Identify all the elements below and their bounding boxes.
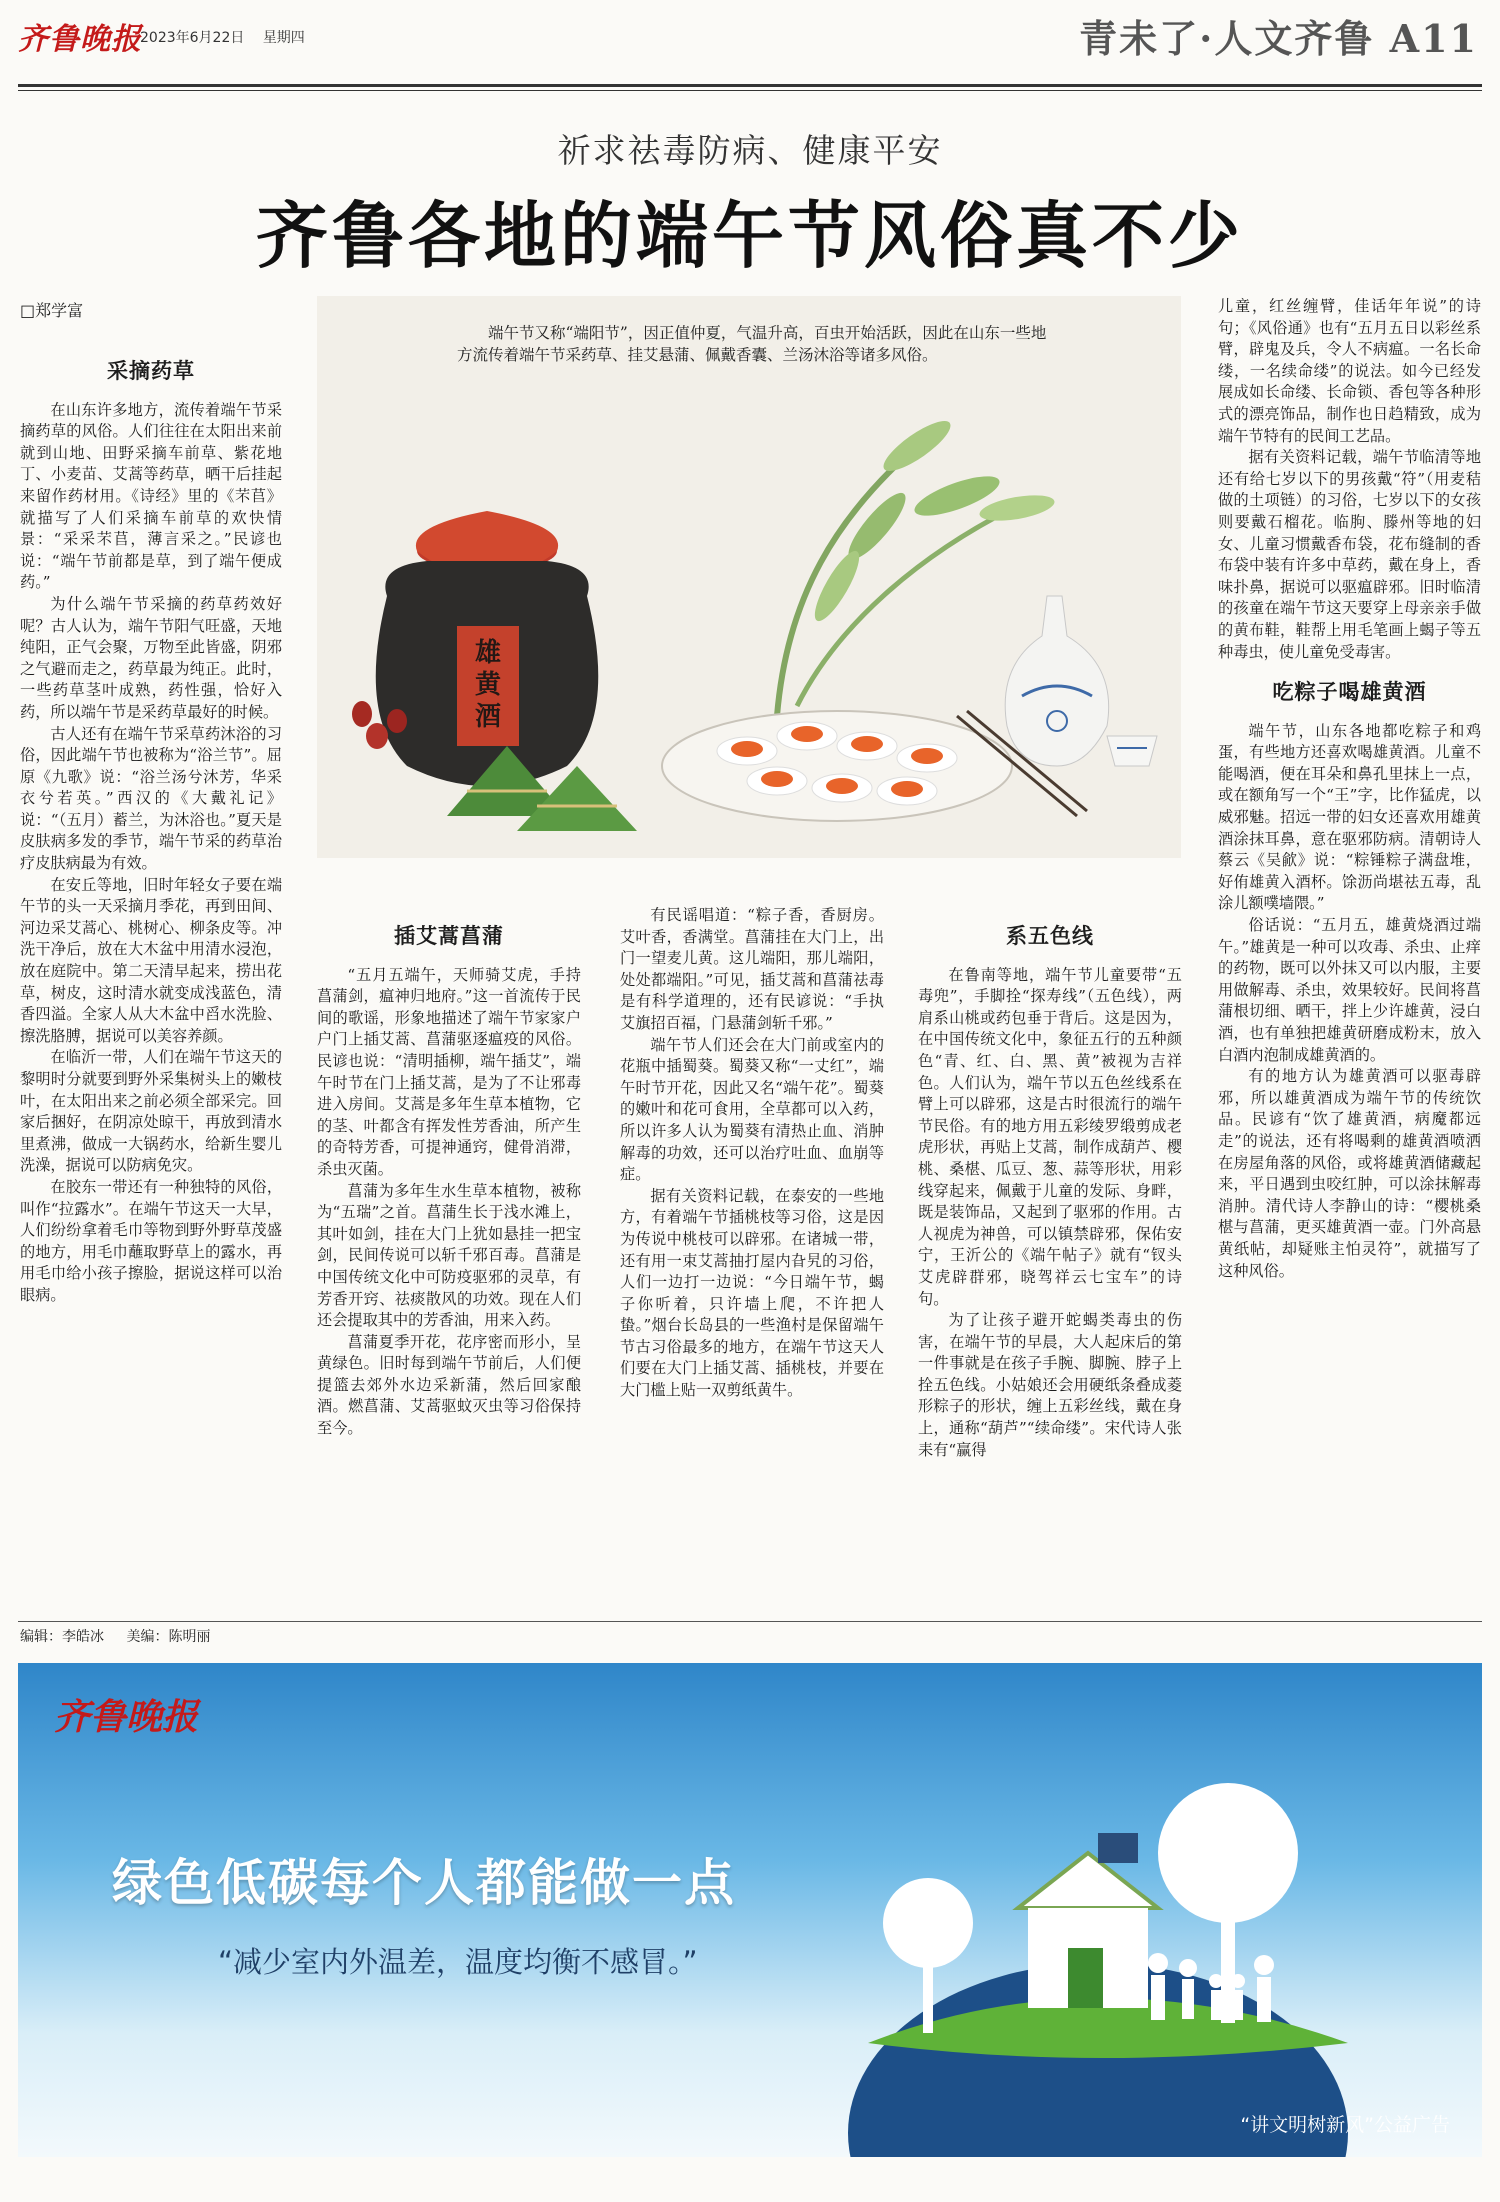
paragraph: 在安丘等地，旧时年轻女子要在端午节的头一天采摘月季花，再到田间、河边采艾蒿心、桃树心、柳条皮等。冲洗干净后，放在大木盆中用清水浸泡，放在庭院中。第二天清早起来，捞出花草，树皮，这时清水就变成浅蓝色，清香四溢。全家人从大木盆中舀水洗脸、擦洗胳膊，据说可以美容养颜。: [20, 875, 282, 1045]
paragraph: 端午节，山东各地都吃粽子和鸡蛋，有些地方还喜欢喝雄黄酒。儿童不能喝酒，便在耳朵和鼻孔里抹上一点，或在额角写一个“王”字，比作猛虎，以威邪魅。招远一带的妇女还喜欢用雄黄酒涂抹耳鼻，意在驱邪防病。清朝诗人蔡云《吴歈》说：“粽锤粽子满盘堆，好侑雄黄入酒杯。馀沥尚堪祛五毒，乱涂儿额噗墙隈。”: [1218, 721, 1481, 913]
newspaper-logo: 齐鲁晚报: [18, 22, 142, 57]
article-headline: 齐鲁各地的端午节风俗真不少: [255, 193, 1244, 278]
wine-jar-icon: [376, 511, 599, 786]
paragraph: 在山东许多地方，流传着端午节采摘药草的风俗。人们往往在太阳出来前就到山地、田野采摘车前草、紫花地丁、小麦苗、艾蒿等药草，晒干后挂起来留作药材用。《诗经》里的《芣苢》就描写了人们采摘车前草的欢快情景：“采采芣苢，薄言采之。”民谚也说：“端午节前都是草，到了端午便成药。”: [20, 400, 282, 592]
paragraph: 俗话说：“五月五，雄黄烧酒过端午。”雄黄是一种可以攻毒、杀虫、止痒的药物，既可以外抹又可以内服，主要用做解毒、杀虫，效果较好。民间将菖蒲根切细、晒干，拌上少许雄黄，浸白酒，也有单独把雄黄研磨成粉末，放入白酒内泡制成雄黄酒的。: [1218, 916, 1481, 1064]
section-heading-threads: 系五色线: [1006, 923, 1094, 948]
svg-text:黄: 黄: [474, 670, 502, 700]
issue-weekday: 星期四: [262, 30, 305, 46]
paragraph: 菖蒲为多年生水生草本植物，被称为“五瑞”之首。菖蒲生长于浅水滩上，其叶如剑，挂在大门上犹如悬挂一把宝剑，民间传说可以斩千邪百毒。菖蒲是中国传统文化中可防疫驱邪的灵草，有芳香开窍、祛痰散风的功效。现在人们还会提取其中的芳香油，用来入药。: [317, 1181, 581, 1330]
editor-name: 编辑：李皓冰: [20, 1629, 104, 1645]
ad-tagline: “讲文明树新风”公益广告: [1240, 2114, 1450, 2136]
paragraph: 为什么端午节采摘的药草药效好呢？古人认为，端午节阳气旺盛，天地纯阳，正气会聚，万物至此皆盛，阴邪之气避而走之，药草最为纯正。此时，一些药草茎叶成熟，药性强，恰好入药，所以端午节是采药草最好的时候。: [20, 594, 282, 721]
column-2: [317, 925, 581, 1440]
paragraph: “五月五端午，天师骑艾虎，手持菖蒲剑，瘟神归地府。”这一首流传于民间的歌谣，形象地描述了端午节家家户户门上插艾蒿、菖蒲驱逐瘟疫的风俗。民谚也说：“清明插柳，端午插艾”，端午时节在门上插艾蒿，是为了不让邪毒进入房间。艾蒿是多年生草本植物，它的茎、叶都含有挥发性芳香油，所产生的奇特芳香，可提神通窍，健骨消滞，杀虫灭菌。: [317, 965, 581, 1178]
section-name: [1079, 8, 1478, 63]
editor-credits: [20, 1626, 228, 1646]
paragraph: 有的地方认为雄黄酒可以驱毒辟邪，所以雄黄酒成为端午节的传统饮品。民谚有“饮了雄黄酒，病魔都远走”的说法，还有将喝剩的雄黄酒喷洒在房屋角落的风俗，或将雄黄酒储藏起来，平日遇到虫咬红肿，可以涂抹解毒消肿。清代诗人李静山的诗：“樱桃桑椹与菖蒲，更买雄黄酒一壶。门外高悬黄纸帖，却疑账主怕灵符”，就描写了这种风俗。: [1218, 1067, 1481, 1280]
column-5: [1218, 296, 1481, 1282]
issue-date: 2023年6月22日: [140, 30, 245, 46]
paragraph: 有民谣唱道：“粽子香，香厨房。艾叶香，香满堂。菖蒲挂在大门上，出门一望麦儿黄。这儿端阳，那儿端阳，处处都端阳。”可见，插艾蒿和菖蒲祛毒是有科学道理的，还有民谚说：“手执艾旗招百福，门悬蒲剑斩千邪。”: [620, 906, 884, 1032]
column-4: [918, 925, 1182, 1461]
section-heading-zongzi: 吃粽子喝雄黄酒: [1272, 679, 1427, 705]
paragraph: 古人还有在端午节采草药沐浴的习俗，因此端午节也被称为“浴兰节”。屈原《九歌》说：“浴兰汤兮沐芳，华采衣兮若英。”西汉的《大戴礼记》说：“（五月）蓄兰，为沐浴也。”夏天是皮肤病多发的季节，端午节采的药草治疗皮肤病最为有效。: [20, 724, 282, 873]
house-icon: [1018, 1833, 1158, 2008]
ad-title: 绿色低碳每个人都能做一点: [112, 1854, 736, 1912]
dateline: [140, 27, 319, 47]
paragraph: 据有关资料记载，端午节临清等地还有给七岁以下的男孩戴“符”（用麦秸做的土项链）的习俗，七岁以下的女孩则要戴石榴花。临朐、滕州等地的妇女、儿童习惯戴香布袋，花布缝制的香布袋中装有许多中草药，戴在身上，香味扑鼻，据说可以驱瘟辟邪。旧时临清的孩童在端午节这天要穿上母亲亲手做的黄布鞋，鞋帮上用毛笔画上蝎子等五种毒虫，使儿童免受毒害。: [1218, 448, 1481, 661]
paragraph: 菖蒲夏季开花，花序密而形小，呈黄绿色。旧时每到端午节前后，人们便提篮去郊外水边采新蒲，然后回家酿酒。燃菖蒲、艾蒿驱蚊灭虫等习俗保持至今。: [317, 1332, 581, 1438]
still-life-drawing: [317, 296, 1181, 858]
section-heading-herbs: 采摘药草: [107, 358, 195, 383]
article-subhead: 祈求祛毒防病、健康平安: [557, 131, 943, 170]
paragraph: 儿童，红丝缠臂，佳话年年说”的诗句；《风俗通》也有“五月五日以彩丝系臂，辟鬼及兵，令人不病瘟。一名长命缕，一名续命缕”的说法。如今已经发展成如长命缕、长命锁、香包等各种形式的漂亮饰品，制作也日趋精致，成为端午节特有的民间工艺品。: [1218, 297, 1481, 445]
article-byline: □郑学富: [20, 301, 84, 320]
intro-text: 端午节又称“端阳节”，因正值仲夏，气温升高，百虫开始活跃，因此在山东一些地方流传着端午节采药草、挂艾悬蒲、佩戴香囊、兰汤沐浴等诸多风俗。: [457, 324, 1047, 364]
section-heading-mugwort: 插艾蒿菖蒲: [394, 923, 504, 948]
masthead: [0, 0, 1500, 82]
jar-label-text: 雄: [474, 638, 502, 668]
paragraph: 在临沂一带，人们在端午节这天的黎明时分就要到野外采集树头上的嫩枝叶，在太阳出来之前必须全部采完。回家后捆好，在阴凉处晾干，再放到清水里煮沸，做成一大锅药水，给新生婴儿洗澡，据说可以防病免灾。: [20, 1048, 282, 1175]
paragraph: 为了让孩子避开蛇蝎类毒虫的伤害，在端午节的早晨，大人起床后的第一件事就是在孩子手腕、脚腕、脖子上拴五色线。小姑娘还会用硬纸条叠成菱形粽子的形状，缠上五彩丝线，戴在身上，通称“葫芦”“续命缕”。宋代诗人张耒有“赢得: [918, 1311, 1182, 1459]
page-number: A11: [1389, 16, 1478, 61]
paragraph: 端午节人们还会在大门前或室内的花瓶中插蜀葵。蜀葵又称“一丈红”，端午时节开花，因此又名“端午花”。蜀葵的嫩叶和花可食用，全草都可以入药，所以许多人认为蜀葵有清热止血、消肿解毒的功效，还可以治疗吐血、血崩等症。: [620, 1035, 884, 1184]
ad-newspaper-logo: 齐鲁晚报: [54, 1696, 199, 1738]
public-service-ad: [18, 1663, 1482, 2157]
column-1: [20, 360, 282, 1307]
paragraph: 在鲁南等地，端午节儿童要带“五毒兜”，手脚拴“探寿线”（五色线），两肩系山桃或药包垂于背后。这是因为，在中国传统文化中，象征五行的五种颜色“青、红、白、黑、黄”被视为吉祥色。人们认为，端午节以五色丝线系在臂上可以辟邪，这是古时很流行的端午节民俗。有的地方用五彩绫罗缎剪成老虎形状，再贴上艾蒿，制作成葫芦、樱桃、桑椹、瓜豆、葱、蒜等形状，用彩线穿起来，佩戴于儿童的发际、身畔，既是装饰品，又起到了驱邪的作用。古人视虎为神兽，可以镇禁辟邪，保佑安宁，王沂公的《端午帖子》就有“钗头艾虎辟群邪，晓驾祥云七宝车”的诗句。: [918, 965, 1182, 1308]
porcelain-bottle-icon: [1005, 596, 1157, 766]
solar-panel-icon: [1098, 1833, 1138, 1863]
footer-rule: [18, 1621, 1482, 1622]
column-3: [620, 905, 884, 1402]
header-rule-thin: [18, 90, 1482, 91]
section-title: 青未了·人文齐鲁: [1079, 16, 1375, 61]
header-rule: [18, 84, 1482, 87]
designer-name: 美编：陈明丽: [126, 1629, 211, 1645]
paragraph: 在胶东一带还有一种独特的风俗，叫作“拉露水”。在端午节这天一大早，人们纷纷拿着毛巾等物到野外野草茂盛的地方，用毛巾蘸取野草上的露水，再用毛巾给小孩子擦脸，据说这样可以治眼病。: [20, 1177, 282, 1304]
festival-illustration: [317, 296, 1181, 858]
svg-text:酒: 酒: [474, 702, 502, 732]
ad-quote: “减少室内外温差，温度均衡不感冒。”: [218, 1945, 698, 1979]
paragraph: 据有关资料记载，在泰安的一些地方，有着端午节插桃枝等习俗，这是因为传说中桃枝可以辟邪。在诸城一带，还有用一束艾蒿抽打屋内旮旯的习俗，人们一边打一边说：“今日端午节，蝎子你听着，只许墙上爬，不许把人蛰。”烟台长岛县的一些渔村是保留端午节古习俗最多的地方，在端午节这天人们要在大门上插艾蒿、插桃枝，并要在大门槛上贴一双剪纸黄牛。: [620, 1186, 884, 1400]
green-earth-illustration: [18, 1663, 1482, 2157]
